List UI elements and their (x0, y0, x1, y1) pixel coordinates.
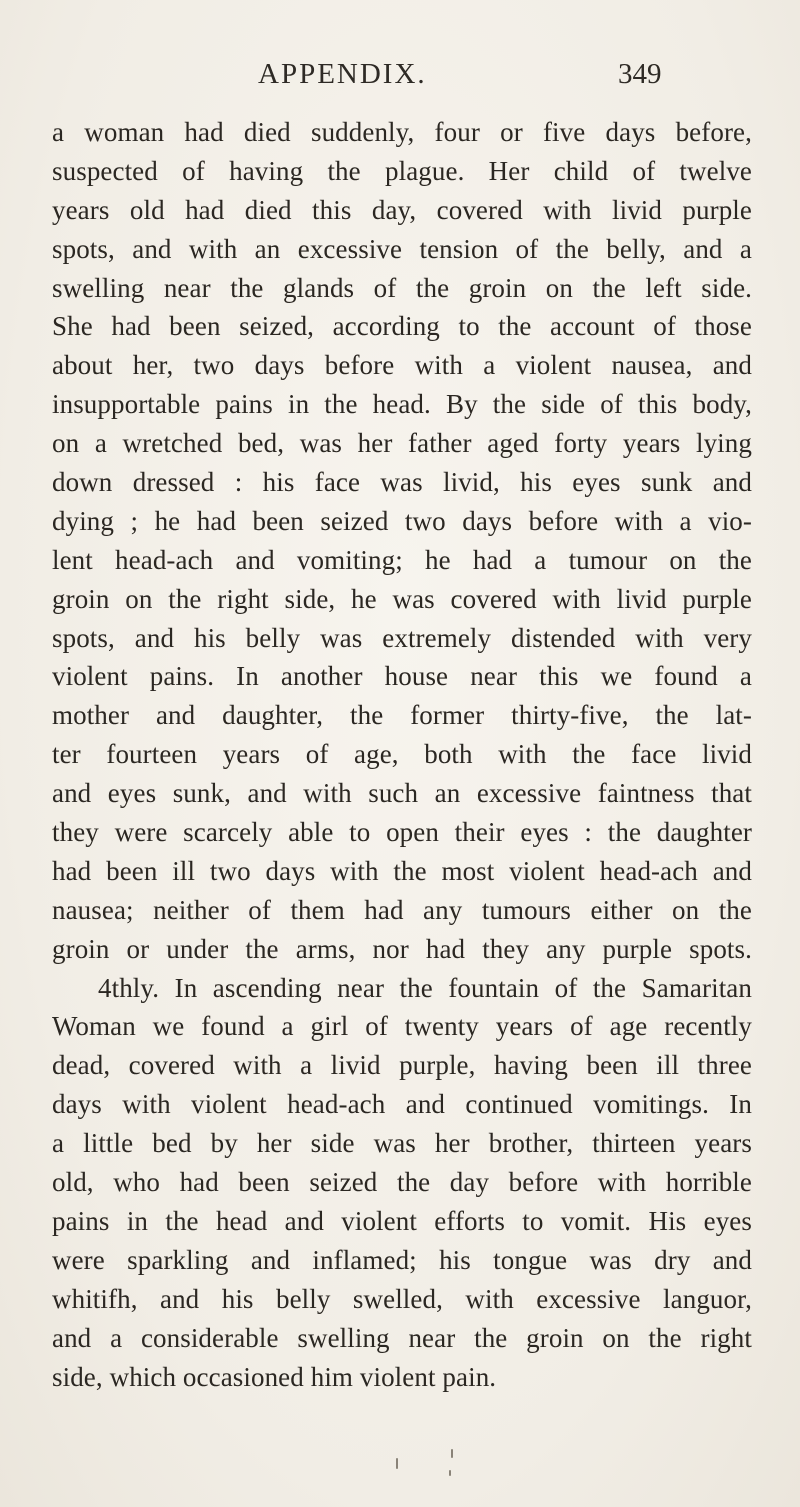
text-line: ter fourteen years of age, both with the face livid (52, 739, 752, 770)
text-line: nausea; neither of them had any tumours either on the (52, 894, 752, 925)
page-number: 349 (618, 58, 662, 90)
body-text (52, 113, 752, 1396)
text-line: were sparkling and inflamed; his tongue was dry and (52, 1244, 752, 1275)
text-line: days with violent head-ach and continued vomitings. In (52, 1089, 752, 1120)
text-line: side, which occasioned him violent pain. (52, 1361, 497, 1392)
text-line: 4thly. In ascending near the fountain of the Samaritan (98, 972, 752, 1003)
text-line: lent head-ach and vomiting; he had a tumour on the (52, 544, 752, 575)
text-line: on a wretched bed, was her father aged forty years lying (52, 428, 752, 459)
text-line: old, who had been seized the day before with horrible (52, 1167, 752, 1198)
text-line: dead, covered with a livid purple, having been ill three (52, 1050, 752, 1081)
text-line: pains in the head and violent efforts to vomit. His eyes (52, 1205, 752, 1236)
text-line: She had been seized, according to the account of those (52, 311, 752, 342)
text-line: mother and daughter, the former thirty-five, the lat- (52, 700, 752, 731)
text-line: swelling near the glands of the groin on the left side. (52, 272, 752, 303)
text-line: violent pains. In another house near this we found a (52, 661, 752, 692)
text-line: suspected of having the plague. Her child of twelve (52, 155, 752, 186)
text-line: spots, and his belly was extremely distended with very (52, 622, 752, 653)
text-line: groin on the right side, he was covered with livid purple (52, 583, 752, 614)
text-line: groin or under the arms, nor had they any purple spots. (52, 933, 752, 964)
text-line: dying ; he had been seized two days before with a vio- (52, 505, 752, 536)
text-line: spots, and with an excessive tension of the belly, and a (52, 233, 752, 264)
text-line: a little bed by her side was her brother, thirteen years (52, 1128, 752, 1159)
text-line: whitifh, and his belly swelled, with excessive languor, (52, 1283, 752, 1314)
text-line: had been ill two days with the most violent head-ach and (52, 855, 752, 886)
text-line: insupportable pains in the head. By the side of this body, (52, 389, 752, 420)
text-line: years old had died this day, covered with livid purple (52, 194, 752, 225)
running-head (0, 58, 800, 98)
text-line: about her, two days before with a violent nausea, and (52, 350, 752, 381)
text-line: Woman we found a girl of twenty years of age recently (52, 1011, 752, 1042)
text-line: and eyes sunk, and with such an excessive faintness that (52, 778, 752, 809)
text-line: a woman had died suddenly, four or five days before, (52, 117, 752, 147)
text-line: down dressed : his face was livid, his eyes sunk and (52, 467, 752, 498)
text-line: and a considerable swelling near the groin on the right (52, 1322, 752, 1353)
running-title: APPENDIX. (258, 58, 427, 90)
text-line: they were scarcely able to open their eyes : the daughter (52, 817, 752, 848)
